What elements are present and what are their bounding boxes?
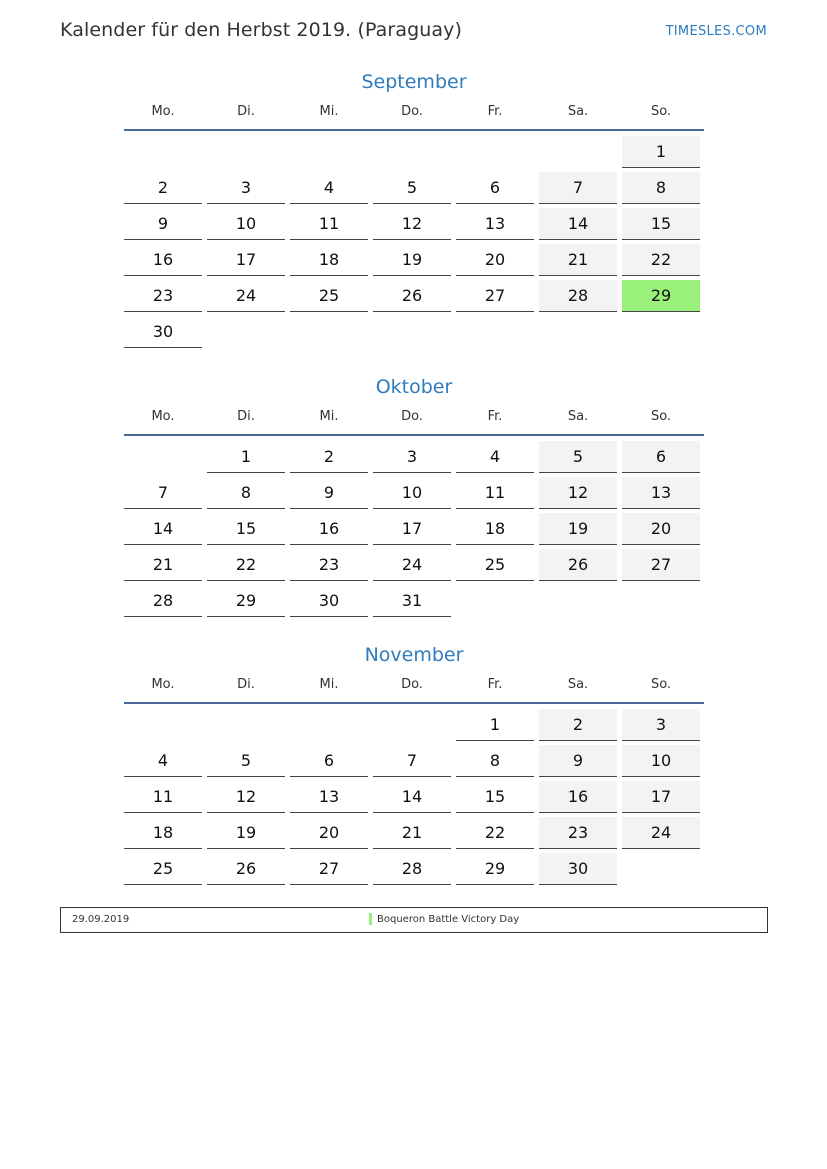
weekday-label: Mi.	[319, 104, 339, 119]
week-row	[124, 477, 704, 509]
brand-link[interactable]: TIMESLES.COM	[665, 24, 767, 39]
weekday-label: Fr.	[487, 104, 503, 119]
legend-holiday-name: Boqueron Battle Victory Day	[377, 914, 520, 925]
weekday-header-row	[124, 102, 704, 122]
day-cell[interactable]: 16	[539, 781, 617, 813]
week-row	[124, 136, 704, 168]
weekday-label: Do.	[401, 677, 423, 692]
day-cell[interactable]: 13	[456, 208, 534, 240]
week-row	[124, 817, 704, 849]
month-november	[124, 643, 704, 889]
day-cell[interactable]: 22	[456, 817, 534, 849]
empty-day-cell	[373, 136, 451, 167]
day-cell[interactable]: 5	[373, 172, 451, 204]
weekday-label: Do.	[401, 104, 423, 119]
day-cell[interactable]: 6	[290, 745, 368, 777]
holiday-day-cell[interactable]: 29	[622, 280, 700, 312]
empty-day-cell	[207, 316, 285, 347]
day-cell[interactable]: 16	[290, 513, 368, 545]
week-row	[124, 316, 704, 348]
header-divider	[124, 702, 704, 704]
weekday-label: Di.	[237, 104, 255, 119]
day-cell[interactable]: 30	[124, 316, 202, 348]
weekday-label: Fr.	[487, 677, 503, 692]
day-cell[interactable]: 17	[373, 513, 451, 545]
weekday-label: Mo.	[151, 677, 175, 692]
day-cell[interactable]: 2	[290, 441, 368, 473]
day-cell[interactable]: 25	[290, 280, 368, 312]
day-cell[interactable]: 28	[373, 853, 451, 885]
day-cell[interactable]: 11	[124, 781, 202, 813]
day-cell[interactable]: 18	[456, 513, 534, 545]
day-cell[interactable]: 20	[622, 513, 700, 545]
week-row	[124, 585, 704, 617]
day-cell[interactable]: 8	[456, 745, 534, 777]
header-divider	[124, 434, 704, 436]
day-cell[interactable]: 23	[124, 280, 202, 312]
week-row	[124, 745, 704, 777]
day-cell[interactable]: 2	[539, 709, 617, 741]
day-cell[interactable]: 4	[290, 172, 368, 204]
day-cell[interactable]: 7	[373, 745, 451, 777]
week-row	[124, 549, 704, 581]
day-cell[interactable]: 1	[622, 136, 700, 168]
day-cell[interactable]: 17	[207, 244, 285, 276]
weekday-label: Mi.	[319, 677, 339, 692]
day-cell[interactable]: 15	[207, 513, 285, 545]
day-cell[interactable]: 3	[373, 441, 451, 473]
empty-day-cell	[539, 316, 617, 347]
day-cell[interactable]: 3	[207, 172, 285, 204]
day-cell[interactable]: 14	[124, 513, 202, 545]
empty-day-cell	[456, 585, 534, 616]
weekday-label: So.	[650, 409, 672, 424]
day-cell[interactable]: 13	[290, 781, 368, 813]
day-cell[interactable]: 25	[456, 549, 534, 581]
empty-day-cell	[622, 585, 700, 616]
day-cell[interactable]: 10	[622, 745, 700, 777]
weekday-header-row	[124, 675, 704, 695]
weekday-label: So.	[650, 677, 672, 692]
day-cell[interactable]: 30	[290, 585, 368, 617]
empty-day-cell	[124, 136, 202, 167]
page-title: Kalender für den Herbst 2019. (Paraguay)	[60, 19, 462, 41]
month-title: September	[361, 71, 467, 93]
day-cell[interactable]: 2	[124, 172, 202, 204]
month-title: Oktober	[375, 376, 453, 398]
day-cell[interactable]: 24	[207, 280, 285, 312]
week-row	[124, 709, 704, 741]
day-cell[interactable]: 26	[373, 280, 451, 312]
day-cell[interactable]: 23	[290, 549, 368, 581]
day-cell[interactable]: 21	[124, 549, 202, 581]
day-cell[interactable]: 6	[622, 441, 700, 473]
empty-day-cell	[622, 853, 700, 884]
weekday-label: Fr.	[487, 409, 503, 424]
weekday-label: Do.	[401, 409, 423, 424]
header-divider	[124, 129, 704, 131]
week-row	[124, 441, 704, 473]
day-cell[interactable]: 9	[539, 745, 617, 777]
day-cell[interactable]: 22	[207, 549, 285, 581]
weekday-label: Mo.	[151, 104, 175, 119]
day-cell[interactable]: 27	[456, 280, 534, 312]
day-cell[interactable]: 26	[539, 549, 617, 581]
day-cell[interactable]: 4	[124, 745, 202, 777]
empty-day-cell	[373, 316, 451, 347]
month-title: November	[364, 644, 464, 666]
week-row	[124, 244, 704, 276]
month-september	[124, 70, 704, 352]
day-cell[interactable]: 15	[622, 208, 700, 240]
legend-date: 29.09.2019	[72, 914, 130, 925]
weekday-label: Di.	[237, 677, 255, 692]
day-cell[interactable]: 10	[373, 477, 451, 509]
day-cell[interactable]: 14	[373, 781, 451, 813]
week-row	[124, 172, 704, 204]
week-row	[124, 781, 704, 813]
empty-day-cell	[456, 136, 534, 167]
empty-day-cell	[539, 585, 617, 616]
weekday-label: Sa.	[567, 677, 589, 692]
day-cell[interactable]: 4	[456, 441, 534, 473]
day-cell[interactable]: 11	[290, 208, 368, 240]
day-cell[interactable]: 8	[622, 172, 700, 204]
day-cell[interactable]: 18	[290, 244, 368, 276]
empty-day-cell	[539, 136, 617, 167]
day-cell[interactable]: 12	[539, 477, 617, 509]
day-cell[interactable]: 30	[539, 853, 617, 885]
day-cell[interactable]: 25	[124, 853, 202, 885]
weekday-label: Di.	[237, 409, 255, 424]
day-cell[interactable]: 29	[456, 853, 534, 885]
weekday-label: So.	[650, 104, 672, 119]
weekday-label: Mi.	[319, 409, 339, 424]
weekday-header-row	[124, 407, 704, 427]
day-cell[interactable]: 26	[207, 853, 285, 885]
empty-day-cell	[373, 709, 451, 740]
weekday-label: Mo.	[151, 409, 175, 424]
day-cell[interactable]: 27	[290, 853, 368, 885]
day-cell[interactable]: 19	[207, 817, 285, 849]
day-cell[interactable]: 5	[539, 441, 617, 473]
week-row	[124, 208, 704, 240]
empty-day-cell	[622, 316, 700, 347]
day-cell[interactable]: 23	[539, 817, 617, 849]
day-cell[interactable]: 14	[539, 208, 617, 240]
day-cell[interactable]: 27	[622, 549, 700, 581]
day-cell[interactable]: 24	[373, 549, 451, 581]
empty-day-cell	[124, 709, 202, 740]
day-cell[interactable]: 17	[622, 781, 700, 813]
holiday-color-swatch	[369, 913, 372, 925]
day-cell[interactable]: 11	[456, 477, 534, 509]
day-cell[interactable]: 28	[539, 280, 617, 312]
week-row	[124, 280, 704, 312]
empty-day-cell	[290, 709, 368, 740]
day-cell[interactable]: 20	[290, 817, 368, 849]
day-cell[interactable]: 20	[456, 244, 534, 276]
day-cell[interactable]: 29	[207, 585, 285, 617]
holiday-legend	[60, 907, 768, 933]
day-cell[interactable]: 16	[124, 244, 202, 276]
day-cell[interactable]: 19	[373, 244, 451, 276]
day-cell[interactable]: 1	[207, 441, 285, 473]
week-row	[124, 853, 704, 885]
empty-day-cell	[124, 441, 202, 472]
empty-day-cell	[290, 316, 368, 347]
day-cell[interactable]: 22	[622, 244, 700, 276]
day-cell[interactable]: 7	[124, 477, 202, 509]
month-oktober	[124, 375, 704, 621]
day-cell[interactable]: 13	[622, 477, 700, 509]
day-cell[interactable]: 9	[290, 477, 368, 509]
day-cell[interactable]: 18	[124, 817, 202, 849]
empty-day-cell	[207, 709, 285, 740]
empty-day-cell	[207, 136, 285, 167]
day-cell[interactable]: 7	[539, 172, 617, 204]
week-row	[124, 513, 704, 545]
day-cell[interactable]: 12	[373, 208, 451, 240]
weekday-label: Sa.	[567, 409, 589, 424]
day-cell[interactable]: 31	[373, 585, 451, 617]
day-cell[interactable]: 10	[207, 208, 285, 240]
day-cell[interactable]: 3	[622, 709, 700, 741]
day-cell[interactable]: 12	[207, 781, 285, 813]
day-cell[interactable]: 15	[456, 781, 534, 813]
day-cell[interactable]: 19	[539, 513, 617, 545]
empty-day-cell	[456, 316, 534, 347]
day-cell[interactable]: 5	[207, 745, 285, 777]
empty-day-cell	[290, 136, 368, 167]
day-cell[interactable]: 1	[456, 709, 534, 741]
weekday-label: Sa.	[567, 104, 589, 119]
day-cell[interactable]: 8	[207, 477, 285, 509]
day-cell[interactable]: 24	[622, 817, 700, 849]
day-cell[interactable]: 6	[456, 172, 534, 204]
day-cell[interactable]: 28	[124, 585, 202, 617]
day-cell[interactable]: 21	[539, 244, 617, 276]
day-cell[interactable]: 21	[373, 817, 451, 849]
day-cell[interactable]: 9	[124, 208, 202, 240]
